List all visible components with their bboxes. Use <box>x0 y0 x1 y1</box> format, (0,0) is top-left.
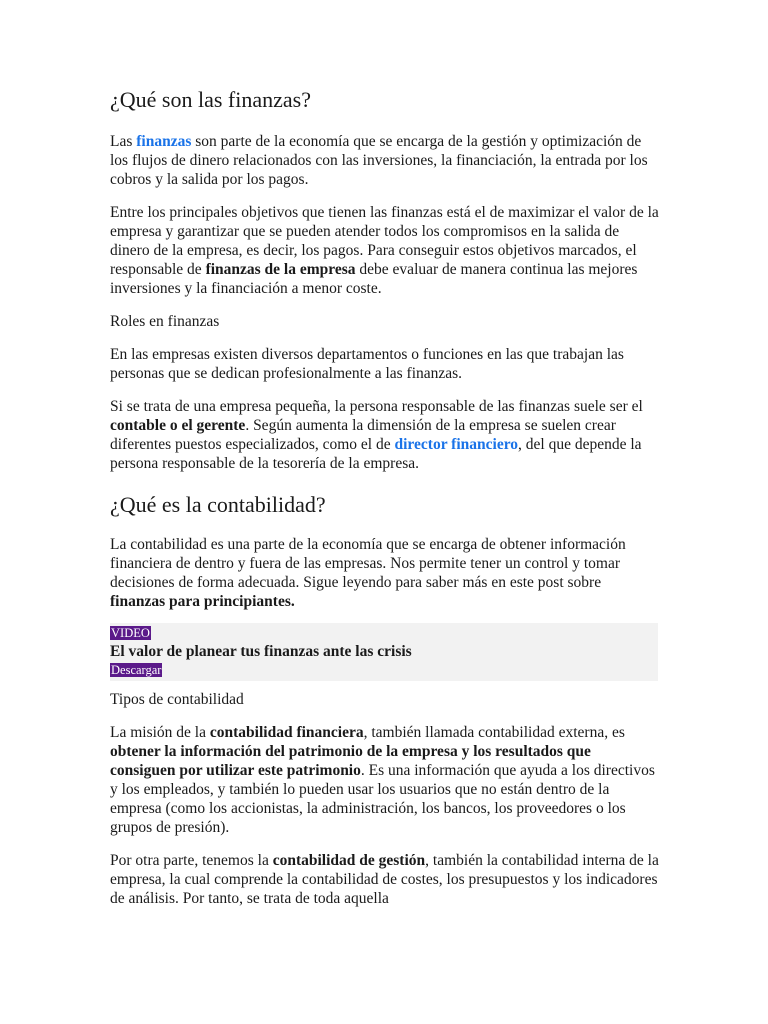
text: . Según aumenta la dimensión de la empresa se suelen crear diferentes puestos especializados, como el de <box>110 417 616 453</box>
text: , también llamada contabilidad externa, es <box>363 724 625 741</box>
text: son parte de la economía que se encarga de la gestión y optimización de los flujos de dinero relacionados con las inversiones, la financiación, la entrada por los cobros y la salida por los pagos. <box>110 133 648 188</box>
paragraph-empresa-pequena <box>110 397 660 473</box>
link-director-financiero[interactable]: director financiero <box>394 436 519 453</box>
text: Si se trata de una empresa pequeña, la persona responsable de las finanzas suele ser el <box>110 398 643 415</box>
video-badge: VIDEO <box>111 626 150 640</box>
text: La misión de la <box>110 724 210 741</box>
text: . Es una información que ayuda a los directivos y los empleados, y también lo pueden usar los usuarios que no están dentro de la empresa (como los accionistas, la administración, los bancos, los proveedores o los grupos de presión). <box>110 762 655 836</box>
text: Por otra parte, tenemos la <box>110 852 273 869</box>
article-body <box>110 86 660 908</box>
paragraph-objetivos <box>110 203 660 298</box>
paragraph-contabilidad-definicion <box>110 535 660 611</box>
paragraph-departamentos: En las empresas existen diversos departamentos o funciones en las que trabajan las personas que se dedican profesionalmente a las finanzas. <box>110 346 624 382</box>
subheading-tipos: Tipos de contabilidad <box>110 691 244 708</box>
text: , también la contabilidad interna de la empresa, la cual comprende la contabilidad de costes, los presupuestos y los indicadores de análisis. Por tanto, se trata de toda aquella <box>110 852 659 907</box>
paragraph-contabilidad-gestion <box>110 851 660 908</box>
video-card[interactable] <box>110 623 658 681</box>
bold-text: contabilidad financiera <box>209 724 364 741</box>
text: , del que depende la persona responsable de la tesorería de la empresa. <box>110 436 642 472</box>
text: Entre los principales objetivos que tienen las finanzas está el de maximizar el valor de la empresa y garantizar que se pueden atender todos los compromisos en la salida de dinero de la empresa, es decir, los pagos. Para conseguir estos objetivos marcados, el responsable de <box>110 204 659 278</box>
bold-text: contable o el gerente <box>110 417 246 434</box>
bold-text: finanzas de la empresa <box>205 261 356 278</box>
text: La contabilidad es una parte de la economía que se encarga de obtener información financiera de dentro y fuera de las empresas. Nos permite tener un control y tomar decisiones de forma adecuada. Sigue leyendo para saber más en este post sobre <box>110 536 626 591</box>
text: Las <box>110 133 137 150</box>
heading-contabilidad: ¿Qué es la contabilidad? <box>110 492 326 517</box>
video-title[interactable]: El valor de planear tus finanzas ante las crisis <box>110 643 412 660</box>
paragraph-finanzas-definicion <box>110 132 660 189</box>
subheading-roles: Roles en finanzas <box>110 313 220 330</box>
link-finanzas[interactable]: finanzas <box>136 133 192 150</box>
download-button[interactable]: Descargar <box>111 663 162 677</box>
heading-finanzas: ¿Qué son las finanzas? <box>110 87 311 112</box>
text: debe evaluar de manera continua las mejores inversiones y la financiación a menor coste. <box>110 261 638 297</box>
bold-text: finanzas para principiantes. <box>110 593 295 610</box>
paragraph-contabilidad-financiera <box>110 723 660 837</box>
bold-text: obtener la información del patrimonio de la empresa y los resultados que consiguen por utilizar este patrimonio <box>110 743 591 779</box>
bold-text: contabilidad de gestión <box>272 852 426 869</box>
